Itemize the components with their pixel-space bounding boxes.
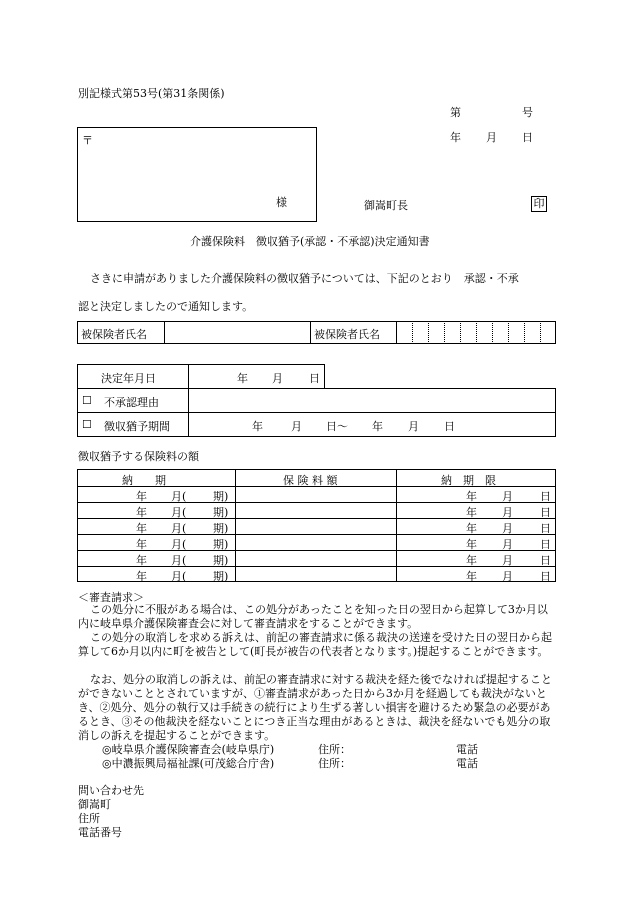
deadline-part: 年 [466, 490, 477, 503]
reject-reason-label: 不承認理由 [104, 396, 159, 409]
deadline-part: 年 [466, 538, 477, 551]
deadline-part: 年 [466, 522, 477, 535]
review-heading: ＜審査請求＞ [78, 591, 144, 604]
insured-name-label-2: 被保険者氏名 [314, 328, 380, 341]
deadline-part: 日 [540, 554, 551, 567]
insured-name-label-1: 被保険者氏名 [81, 328, 147, 341]
deferral-period-label: 徴収猶予期間 [104, 420, 170, 433]
deadline-part: 月 [502, 554, 513, 567]
decision-date-day: 日 [309, 372, 320, 385]
term-part: 月( [171, 490, 187, 503]
honorific-sama: 様 [276, 196, 287, 209]
intro-line-1: さきに申請がありました介護保険料の徴収猶予については、下記のとおり 承認・不承 [90, 272, 519, 285]
contact-1-name: ◎岐阜県介護保険審査会(岐阜県庁) [102, 743, 275, 756]
period-to-year: 年 [372, 420, 383, 433]
contact-2-name: ◎中濃振興局福祉課(可茂総合庁舎) [102, 757, 275, 770]
term-part: 年 [136, 506, 147, 519]
term-part: 期) [213, 506, 229, 519]
deadline-part: 月 [502, 490, 513, 503]
contact-2-address: 住所： [318, 757, 351, 770]
header-payment-term: 納 期 [122, 474, 166, 487]
issue-date-month: 月 [486, 131, 497, 144]
issue-date-day: 日 [522, 131, 533, 144]
header-premium-amount: 保 険 料 額 [283, 474, 338, 487]
deadline-part: 日 [540, 490, 551, 503]
term-part: 年 [136, 522, 147, 535]
term-part: 期) [213, 554, 229, 567]
deadline-part: 日 [540, 522, 551, 535]
period-checkbox[interactable]: ☐ [82, 418, 92, 431]
term-part: 年 [136, 490, 147, 503]
deadline-part: 年 [466, 570, 477, 583]
inquiry-address: 住所 [78, 812, 100, 825]
review-paragraph-3: なお、処分の取消しの訴えは、前記の審査請求に対する裁決を経た後でなければ提起することができないこととされていますが、①審査請求があった日から3か月を経過しても裁決がないとき、②処分、処分の執行又は手続きの続行により生ずる著しい損害を避けるため緊急の必要があるとき、③その他裁決を経ないことにつき正当な理由があるときは、裁決を経ないでも処分の取消しの訴えを提起することができます。 [78, 673, 552, 742]
term-part: 月( [171, 554, 187, 567]
address-box [77, 127, 317, 222]
period-from-year: 年 [252, 420, 263, 433]
term-part: 月( [171, 522, 187, 535]
review-paragraph-1: この処分に不服がある場合は、この処分があったことを知った日の翌日から起算して3か月以内に岐阜県介護保険審査会に対して審査請求をすることができます。 [78, 603, 548, 630]
deadline-part: 月 [502, 522, 513, 535]
contact-1-address: 住所： [318, 743, 351, 756]
reject-reason-checkbox[interactable]: ☐ [82, 394, 92, 407]
document-title: 介護保険料 徴収猶予(承認・不承認)決定通知書 [190, 235, 430, 248]
period-to-day: 日 [444, 420, 455, 433]
deadline-part: 日 [540, 570, 551, 583]
period-from-day: 日〜 [326, 420, 348, 433]
decision-date-month: 月 [272, 372, 283, 385]
deadline-part: 月 [502, 570, 513, 583]
doc-number-prefix: 第 [450, 106, 461, 119]
intro-line-2: 認と決定しましたので通知します。 [78, 300, 254, 313]
term-part: 月( [171, 538, 187, 551]
term-part: 期) [213, 490, 229, 503]
term-part: 年 [136, 554, 147, 567]
seal-mark: 印 [531, 196, 547, 212]
inquiry-label: 問い合わせ先 [78, 784, 144, 797]
deadline-part: 日 [540, 538, 551, 551]
term-part: 期) [213, 570, 229, 583]
deadline-part: 日 [540, 506, 551, 519]
issuer-name: 御嵩町長 [364, 199, 408, 212]
term-part: 月( [171, 570, 187, 583]
decision-date-year: 年 [237, 372, 248, 385]
deadline-part: 年 [466, 554, 477, 567]
period-from-month: 月 [291, 420, 302, 433]
postal-mark: 〒 [82, 134, 93, 147]
term-part: 期) [213, 538, 229, 551]
form-number: 別記様式第53号(第31条関係) [78, 87, 225, 100]
amount-section-title: 徴収猶予する保険料の額 [78, 450, 199, 463]
review-paragraph-2: この処分の取消しを求める訴えは、前記の審査請求に係る裁決の送達を受けた日の翌日から起算して6か月以内に町を被告として(町長が被告の代表者となります。)提起することができます。 [78, 631, 552, 658]
header-payment-deadline: 納 期 限 [441, 474, 496, 487]
inquiry-phone: 電話番号 [78, 826, 122, 839]
deadline-part: 月 [502, 538, 513, 551]
deadline-part: 月 [502, 506, 513, 519]
issue-date-year: 年 [450, 131, 461, 144]
doc-number-suffix: 号 [522, 106, 533, 119]
term-part: 年 [136, 538, 147, 551]
contact-2-phone: 電話 [456, 757, 478, 770]
contact-1-phone: 電話 [456, 743, 478, 756]
period-to-month: 月 [408, 420, 419, 433]
inquiry-org: 御嵩町 [78, 798, 111, 811]
decision-date-label: 決定年月日 [101, 372, 156, 385]
term-part: 年 [136, 570, 147, 583]
deadline-part: 年 [466, 506, 477, 519]
term-part: 期) [213, 522, 229, 535]
term-part: 月( [171, 506, 187, 519]
